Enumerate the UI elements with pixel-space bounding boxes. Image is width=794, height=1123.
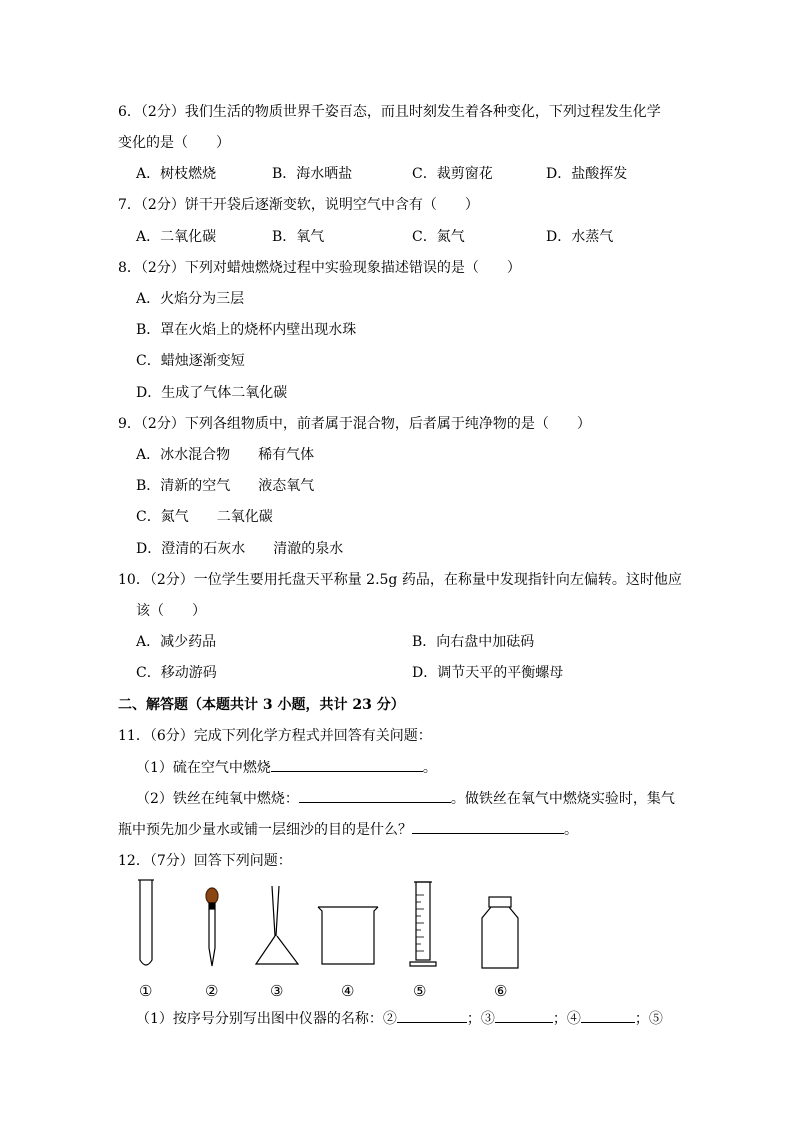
label-6: ⑥ bbox=[494, 982, 508, 1000]
q10-option-a: A．减少药品 bbox=[136, 634, 217, 650]
q12-sep-1: ； bbox=[466, 1011, 481, 1027]
q12-sep-3: ； bbox=[634, 1011, 649, 1027]
q8-stem: 8．（2分）下列对蜡烛燃烧过程中实验现象描述错误的是（ ） bbox=[118, 260, 521, 276]
q8-option-d: D．生成了气体二氧化碳 bbox=[136, 385, 288, 401]
label-1: ① bbox=[139, 982, 153, 1000]
q11-part1-text: （1）硫在空气中燃烧 bbox=[136, 760, 271, 776]
q10-stem-line2: 该（ ） bbox=[136, 603, 206, 619]
dropper-icon bbox=[206, 888, 218, 966]
test-tube-icon bbox=[138, 880, 154, 965]
q8-option-b: B．罩在火焰上的烧杯内壁出现水珠 bbox=[136, 322, 357, 338]
q9-option-c: C．氮气 二氧化碳 bbox=[136, 509, 273, 525]
q12-num-5: ⑤ bbox=[648, 1011, 663, 1027]
q7-option-d: D．水蒸气 bbox=[546, 229, 614, 245]
q11-part1-end: 。 bbox=[422, 760, 437, 776]
q10-stem-line1: 10．（2分）一位学生要用托盘天平称量 2.5g 药品，在称量中发现指针向左偏转。这时他应 bbox=[118, 572, 682, 588]
q12-num-2: ② bbox=[382, 1011, 397, 1027]
label-5: ⑤ bbox=[413, 982, 427, 1000]
q10-option-c: C．移动游码 bbox=[136, 665, 217, 681]
q6-option-b: B．海水晒盐 bbox=[272, 166, 353, 182]
q11-part3-text: 瓶中预先加少量水或铺一层细沙的目的是什么？ bbox=[118, 822, 412, 838]
label-2: ② bbox=[205, 982, 219, 1000]
q6-stem-line1: 6．（2分）我们生活的物质世界千姿百态，而且时刻发生着各种变化，下列过程发生化学 bbox=[118, 104, 661, 120]
q11-part3-end: 。 bbox=[564, 822, 578, 838]
q12-sep-2: ； bbox=[552, 1011, 567, 1027]
q9-option-b: B．清新的空气 液态氧气 bbox=[136, 478, 315, 494]
q6-option-c: C．裁剪窗花 bbox=[412, 166, 493, 182]
label-4: ④ bbox=[341, 982, 355, 1000]
reagent-bottle-icon bbox=[482, 897, 518, 968]
q7-stem: 7．（2分）饼干开袋后逐渐变软，说明空气中含有（ ） bbox=[118, 197, 479, 213]
q12-stem: 12．（7分）回答下列问题： bbox=[118, 853, 292, 869]
q11-part2-mid: 。做铁丝在氧气中燃烧实验时，集气 bbox=[450, 791, 675, 807]
section-heading: 二、解答题（本题共计 3 小题，共计 23 分） bbox=[118, 697, 405, 713]
q12-answer-3-blank[interactable] bbox=[495, 1008, 553, 1023]
q7-option-b: B．氧气 bbox=[272, 229, 325, 245]
q9-option-a: A．冰水混合物 稀有气体 bbox=[136, 447, 315, 463]
q7-option-a: A．二氧化碳 bbox=[136, 229, 217, 245]
q12-answer-2-blank[interactable] bbox=[397, 1008, 467, 1023]
q9-stem: 9．（2分）下列各组物质中，前者属于混合物，后者属于纯净物的是（ ） bbox=[118, 416, 591, 432]
q12-num-3: ③ bbox=[480, 1011, 495, 1027]
q8-option-c: C．蜡烛逐渐变短 bbox=[136, 353, 245, 369]
q10-option-b: B．向右盘中加砝码 bbox=[412, 634, 535, 650]
q7-option-c: C．氮气 bbox=[412, 229, 465, 245]
q8-option-a: A．火焰分为三层 bbox=[136, 291, 245, 307]
q6-stem-line2: 变化的是（ ） bbox=[118, 135, 230, 151]
q11-stem: 11．（6分）完成下列化学方程式并回答有关问题： bbox=[118, 728, 432, 744]
q9-option-d: D．澄清的石灰水 清澈的泉水 bbox=[136, 541, 344, 557]
q12-part1 bbox=[136, 1008, 663, 1029]
q12-part1-text: （1）按序号分别写出图中仪器的名称： bbox=[136, 1011, 383, 1027]
q6-option-a: A．树枝燃烧 bbox=[136, 166, 217, 182]
q6-option-d: D．盐酸挥发 bbox=[546, 166, 628, 182]
q10-option-d: D．调节天平的平衡螺母 bbox=[412, 665, 564, 681]
label-3: ③ bbox=[270, 982, 284, 1000]
q12-num-4: ④ bbox=[566, 1011, 581, 1027]
beaker-icon bbox=[318, 907, 378, 964]
q11-part2-text: （2）铁丝在纯氧中燃烧： bbox=[136, 791, 299, 807]
q12-answer-4-blank[interactable] bbox=[581, 1008, 635, 1023]
graduated-cylinder-icon bbox=[410, 882, 436, 966]
funnel-icon bbox=[256, 886, 298, 964]
